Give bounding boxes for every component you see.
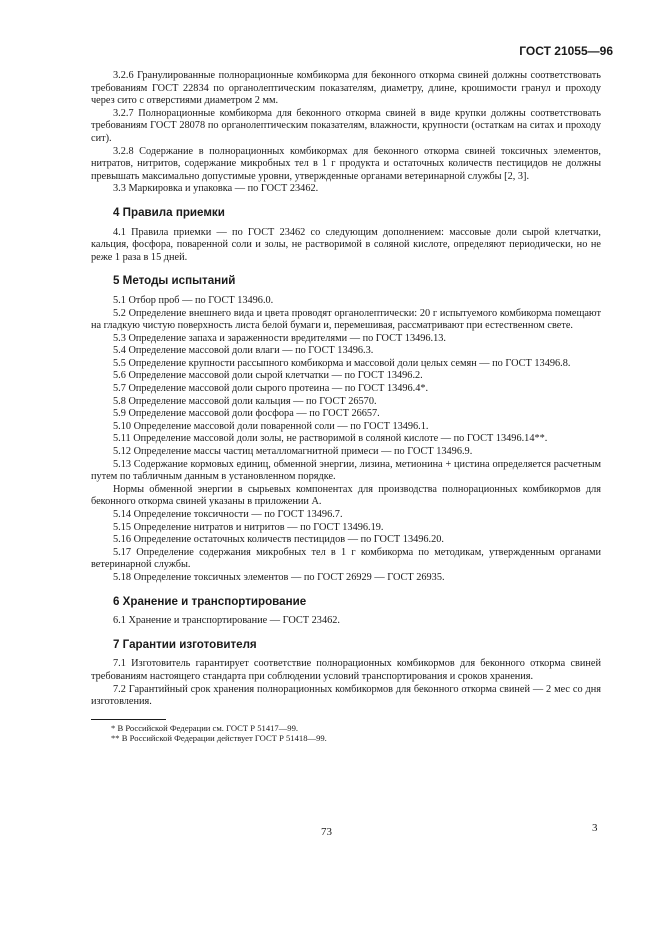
paragraph: 3.2.7 Полнорационные комбикорма для беконного откорма свиней в виде крупки должны соответствовать требованиям ГОСТ 28078 по органолептическим показателям, влажности, крупности (остаткам на ситах и проходу сит). <box>91 107 601 144</box>
paragraph: 7.1 Изготовитель гарантирует соответствие полнорационных комбикормов для беконного откорма свиней требованиям настоящего стандарта при соблюдении условий транспортирования и сроков хранения. <box>91 658 601 682</box>
paragraph: 5.7 Определение массовой доли сырого протеина — по ГОСТ 13496.4*. <box>113 383 429 395</box>
paragraph: 3.3 Маркировка и упаковка — по ГОСТ 23462. <box>113 183 319 195</box>
paragraph: 5.8 Определение массовой доли кальция — по ГОСТ 26570. <box>113 395 377 407</box>
page-number: 73 <box>321 826 332 838</box>
paragraph: 5.13 Содержание кормовых единиц, обменной энергии, лизина, метионина + цистина определяется расчетным путем по табличным данным в установленном порядке. <box>91 458 601 483</box>
section-heading-6: 6 Хранение и транспортирование <box>113 594 307 608</box>
paragraph: 5.17 Определение содержания микробных тел в 1 г комбикорма по методикам, утвержденным органами ветеринарной службы. <box>91 546 601 571</box>
paragraph: 5.10 Определение массовой доли поваренной соли — по ГОСТ 13496.1. <box>113 420 429 432</box>
paragraph: 5.14 Определение токсичности — по ГОСТ 13496.7. <box>113 509 343 520</box>
paragraph: 5.1 Отбор проб — по ГОСТ 13496.0. <box>113 294 274 306</box>
footnotes <box>91 723 601 744</box>
paragraph: 5.2 Определение внешнего вида и цвета проводят органолептически: 20 г испытуемого комбикорма помещают на гладкую чистую поверхность листа белой бумаги и, перемешивая, рассматривают при естественном свете. <box>91 307 601 332</box>
paragraph: 5.5 Определение крупности рассыпного комбикорма и массовой доли целых семян — по ГОСТ 13496.8. <box>113 357 571 369</box>
paragraph: 3.2.8 Содержание в полнорационных комбикормах для беконного откорма свиней токсичных элементов, нитратов, нитритов, содержание микробных тел в 1 г продукта и остаточных количеств пестицидов не должны превышать максимально допустимые уровни, утвержденные органами ветеринарной службы [2, 3]. <box>91 145 601 182</box>
paragraph: 5.9 Определение массовой доли фосфора — по ГОСТ 26657. <box>113 408 380 420</box>
footnote-divider <box>91 719 166 720</box>
paragraph: 5.11 Определение массовой доли золы, не растворимой в соляной кислоте — по ГОСТ 13496.14**. <box>113 433 548 445</box>
paragraph: 5.18 Определение токсичных элементов — по ГОСТ 26929 — ГОСТ 26935. <box>113 571 445 583</box>
section-heading-4: 4 Правила приемки <box>113 205 225 219</box>
paragraph: 6.1 Хранение и транспортирование — ГОСТ 23462. <box>113 615 340 627</box>
document-body <box>91 70 601 744</box>
paragraph: 5.16 Определение остаточных количеств пестицидов — по ГОСТ 13496.20. <box>113 534 444 546</box>
paragraph: 5.3 Определение запаха и зараженности вредителями — по ГОСТ 13496.13. <box>113 332 446 344</box>
paragraph: 5.6 Определение массовой доли сырой клетчатки — по ГОСТ 13496.2. <box>113 370 423 382</box>
paragraph: 4.1 Правила приемки — по ГОСТ 23462 со следующим дополнением: массовые доли сырой клетчатки, кальция, фосфора, поваренной соли и золы, не растворимой в соляной кислоте, определяют периодически, но не реже 1 раза в 15 дней. <box>91 226 601 263</box>
paragraph: 7.2 Гарантийный срок хранения полнорационных комбикормов для беконного откорма свиней — 2 мес со дня изготовления. <box>91 683 601 708</box>
footnote: ** В Российской Федерации действует ГОСТ Р 51418—99. <box>111 733 327 744</box>
paragraph: 5.12 Определение массы частиц металломагнитной примеси — по ГОСТ 13496.9. <box>113 446 473 458</box>
section-heading-5: 5 Методы испытаний <box>113 274 236 288</box>
document-header: ГОСТ 21055—96 <box>519 44 613 58</box>
paragraph: 5.15 Определение нитратов и нитритов — по ГОСТ 13496.19. <box>113 521 384 533</box>
corner-page-number: 3 <box>592 822 598 834</box>
section-heading-7: 7 Гарантии изготовителя <box>113 637 257 651</box>
paragraph: 3.2.6 Гранулированные полнорационные комбикорма для беконного откорма свиней должны соответствовать требованиям ГОСТ 22834 по органолептическим показателям, диаметру, длине, крошимости гранул и проходу через сито с отверстиями диаметром 2 мм. <box>91 70 601 107</box>
paragraphs-top <box>91 70 601 196</box>
paragraph: Нормы обменной энергии в сырьевых компонентах для производства полнорационных комбикормов для беконного откорма свиней указаны в приложении А. <box>91 483 601 508</box>
paragraph: 5.4 Определение массовой доли влаги — по ГОСТ 13496.3. <box>113 345 374 357</box>
footnote: * В Российской Федерации см. ГОСТ Р 51417—99. <box>111 722 299 733</box>
